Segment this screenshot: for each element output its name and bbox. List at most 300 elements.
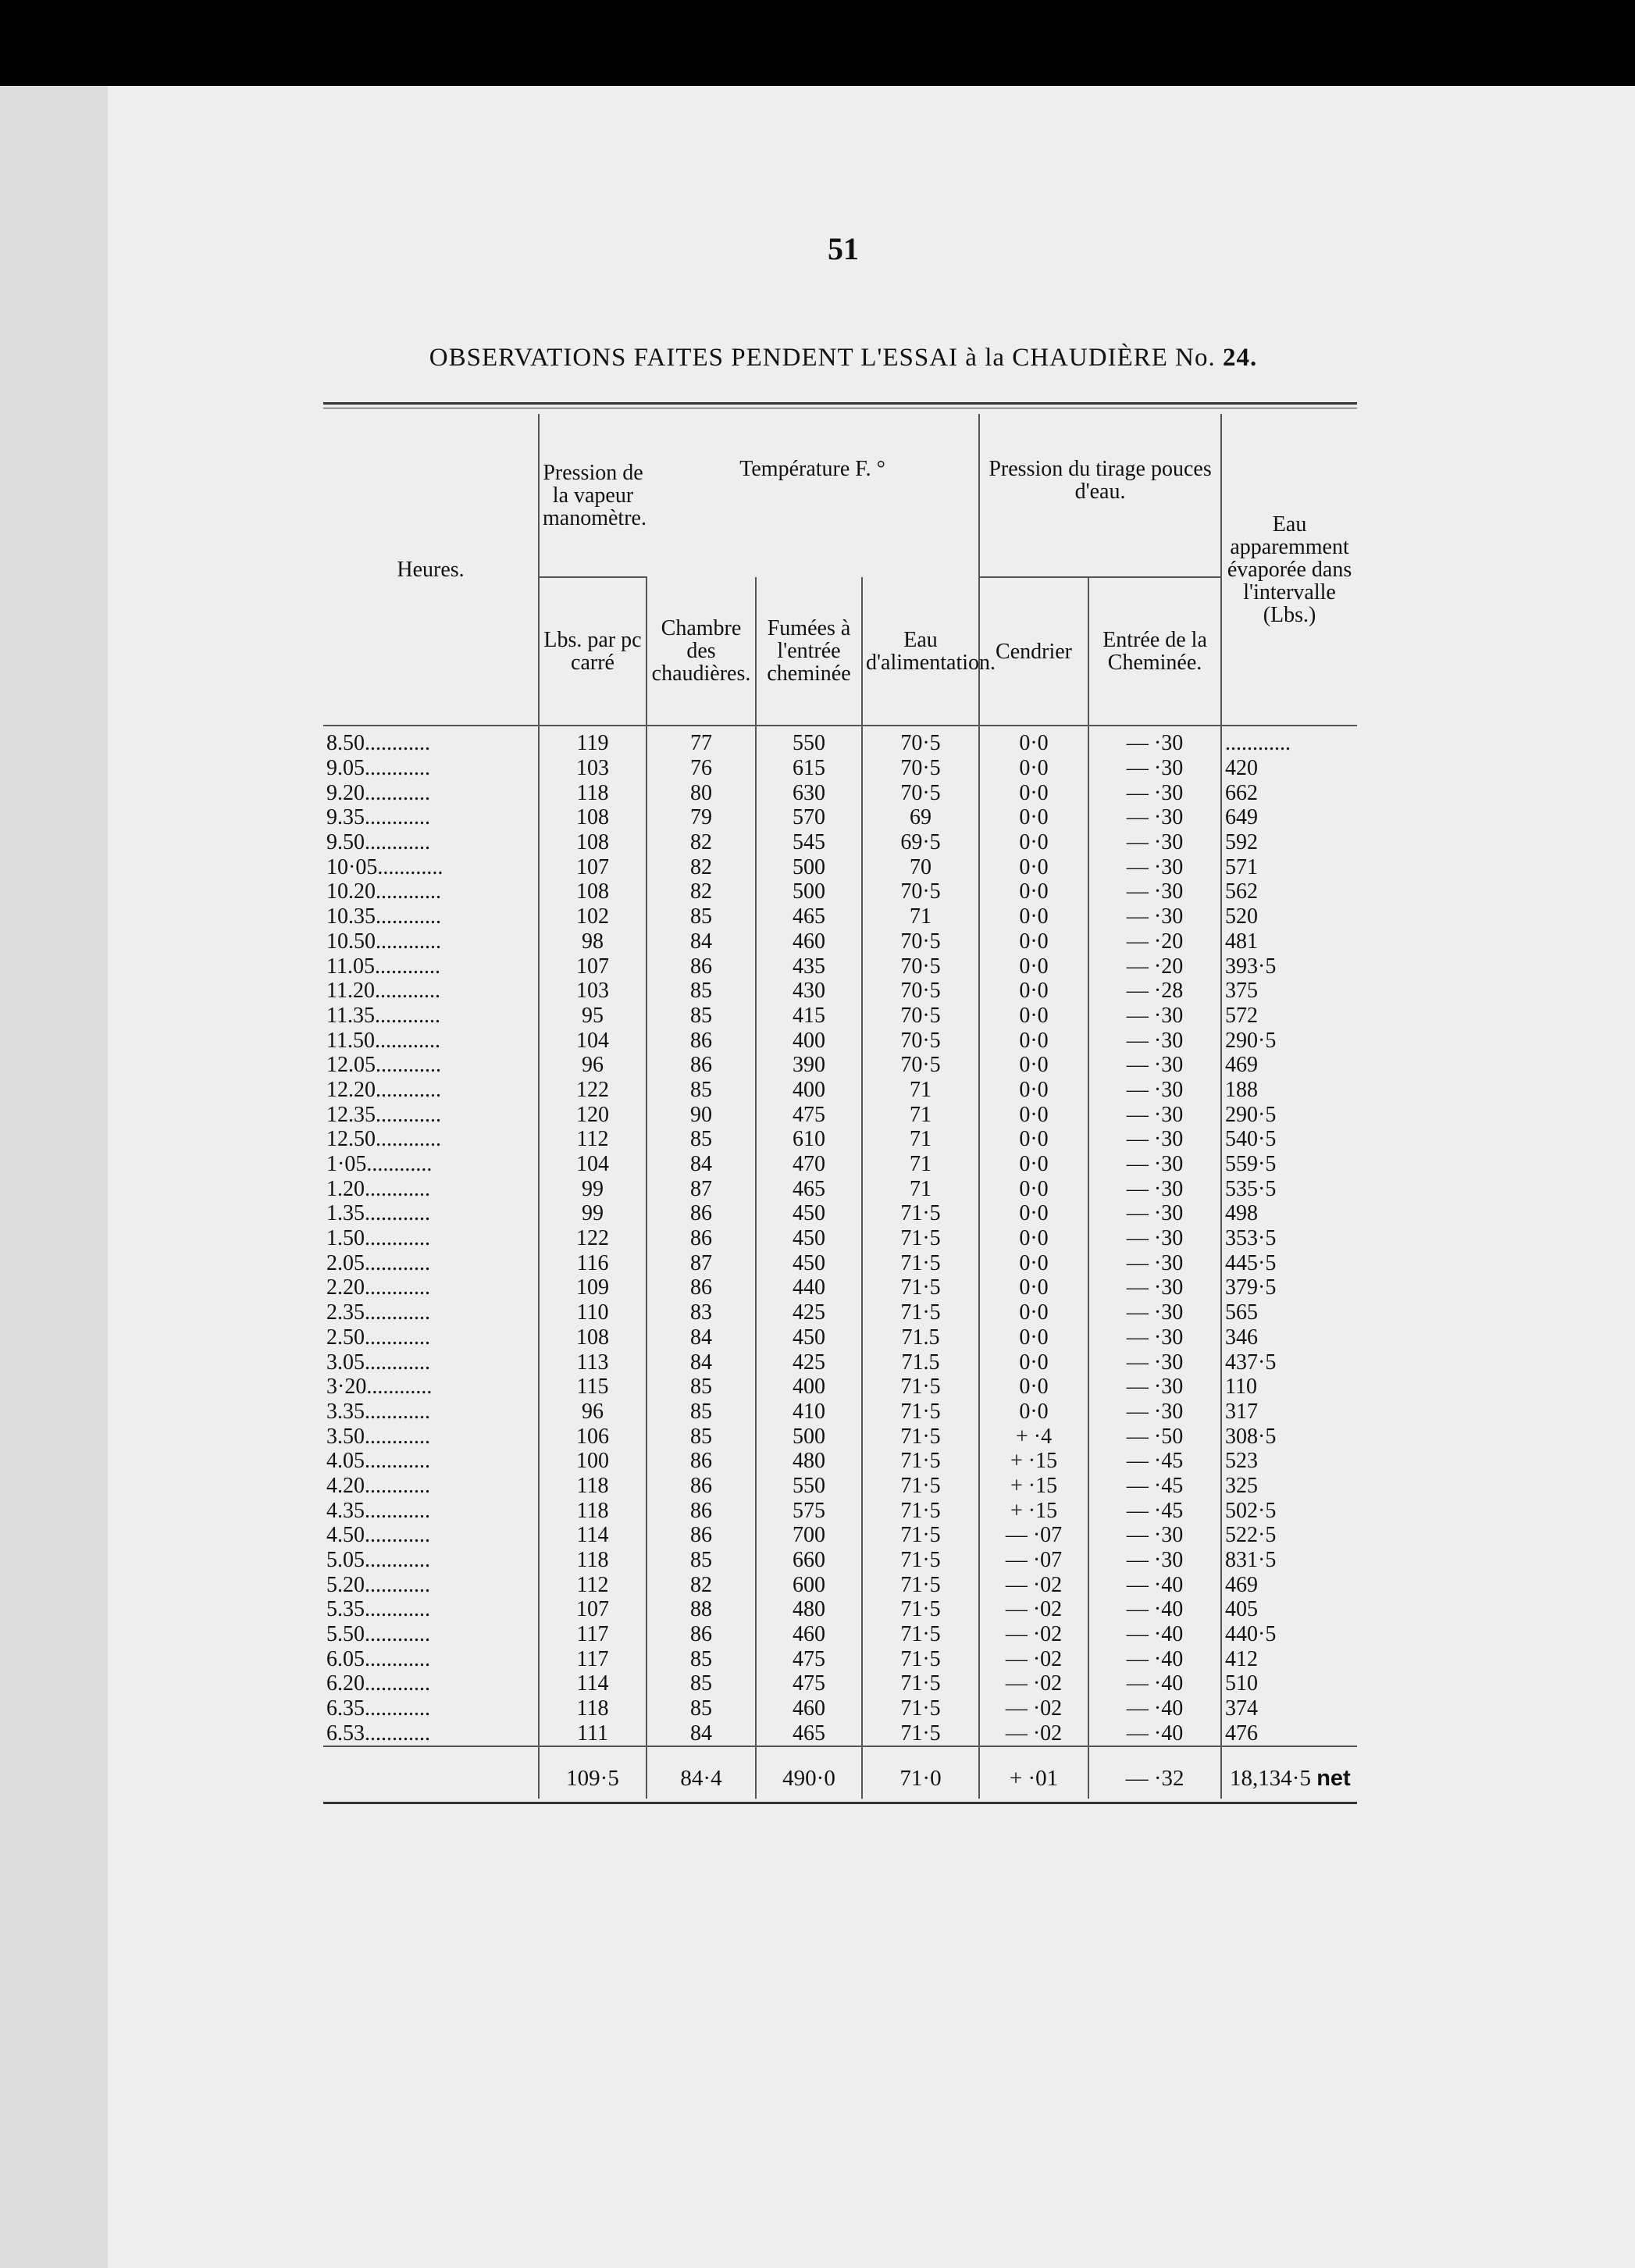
cell-eau: 71·5 [862, 1250, 979, 1275]
header-entree-cheminee: Entrée de la Cheminée. [1088, 577, 1221, 726]
cell-entree: — ·45 [1088, 1449, 1221, 1474]
cell-fumees: 700 [756, 1523, 862, 1548]
leader-dots: ............ [365, 731, 430, 756]
cell-evap: 346 [1221, 1325, 1357, 1350]
leader-dots: ............ [365, 1696, 430, 1721]
heure-value: 9.35 [326, 805, 365, 830]
cell-pression: 117 [539, 1646, 647, 1671]
cell-chambre: 83 [647, 1300, 756, 1325]
cell-evap: 831·5 [1221, 1548, 1357, 1573]
cell-cendrier: 0·0 [979, 780, 1088, 805]
cell-heure [323, 1572, 539, 1597]
heure-value: 6.35 [326, 1696, 365, 1721]
heure-value: 12.50 [326, 1127, 376, 1152]
table-row [323, 1622, 1357, 1647]
cell-fumees: 400 [756, 1375, 862, 1400]
cell-pression: 108 [539, 805, 647, 830]
cell-eau: 71·5 [862, 1300, 979, 1325]
table-row [323, 1646, 1357, 1671]
cell-heure [323, 726, 539, 756]
cell-entree: — ·30 [1088, 1350, 1221, 1375]
cell-cendrier: 0·0 [979, 726, 1088, 756]
cell-evap: 562 [1221, 879, 1357, 904]
cell-evap: 559·5 [1221, 1152, 1357, 1177]
leader-dots: ............ [376, 1053, 441, 1078]
cell-heure [323, 1498, 539, 1523]
heure-value: 12.35 [326, 1102, 376, 1127]
cell-pression: 108 [539, 1325, 647, 1350]
cell-pression: 108 [539, 879, 647, 904]
cell-eau: 71·5 [862, 1400, 979, 1425]
cell-evap: 405 [1221, 1597, 1357, 1622]
cell-heure [323, 1646, 539, 1671]
cell-fumees: 465 [756, 1721, 862, 1747]
cell-chambre: 82 [647, 1572, 756, 1597]
table-row [323, 1300, 1357, 1325]
cell-evap: 523 [1221, 1449, 1357, 1474]
table-row [323, 1176, 1357, 1201]
cell-cendrier: — ·02 [979, 1646, 1088, 1671]
cell-cendrier: 0·0 [979, 1226, 1088, 1251]
header-lbs: Lbs. par pc carré [539, 577, 647, 726]
cell-cendrier: 0·0 [979, 1201, 1088, 1226]
cell-evap: 520 [1221, 904, 1357, 929]
cell-entree: — ·30 [1088, 1053, 1221, 1078]
cell-evap: 353·5 [1221, 1226, 1357, 1251]
leader-dots: ............ [365, 805, 430, 830]
cell-eau: 70 [862, 854, 979, 879]
cell-entree: — ·40 [1088, 1696, 1221, 1721]
cell-heure [323, 1350, 539, 1375]
cell-entree: — ·40 [1088, 1721, 1221, 1747]
cell-pression: 104 [539, 1152, 647, 1177]
cell-fumees: 470 [756, 1152, 862, 1177]
cell-evap: 469 [1221, 1053, 1357, 1078]
cell-fumees: 400 [756, 1078, 862, 1103]
cell-heure [323, 1597, 539, 1622]
cell-pression: 114 [539, 1523, 647, 1548]
cell-eau: 71·5 [862, 1275, 979, 1300]
table-row [323, 1721, 1357, 1747]
cell-eau: 71·5 [862, 1424, 979, 1449]
cell-eau: 70·5 [862, 726, 979, 756]
header-heures: Heures. [323, 414, 539, 726]
heure-value: 5.05 [326, 1548, 365, 1573]
cell-cendrier: 0·0 [979, 1004, 1088, 1029]
heure-value: 6.20 [326, 1671, 365, 1696]
cell-chambre: 85 [647, 1375, 756, 1400]
table-row [323, 1226, 1357, 1251]
heure-value: 1.50 [326, 1226, 365, 1251]
table-row [323, 1400, 1357, 1425]
cell-cendrier: — ·02 [979, 1671, 1088, 1696]
cell-evap: 325 [1221, 1474, 1357, 1499]
cell-evap: 571 [1221, 854, 1357, 879]
cell-fumees: 660 [756, 1548, 862, 1573]
cell-fumees: 450 [756, 1325, 862, 1350]
heure-value: 1.20 [326, 1176, 365, 1201]
cell-heure [323, 1449, 539, 1474]
table-row [323, 756, 1357, 781]
cell-pression: 115 [539, 1375, 647, 1400]
cell-heure [323, 854, 539, 879]
cell-eau: 70·5 [862, 756, 979, 781]
cell-evap: 188 [1221, 1078, 1357, 1103]
cell-heure [323, 954, 539, 979]
totals-label [323, 1746, 539, 1799]
cell-chambre: 85 [647, 1548, 756, 1573]
cell-heure [323, 1053, 539, 1078]
cell-chambre: 85 [647, 1424, 756, 1449]
cell-cendrier: — ·02 [979, 1721, 1088, 1747]
heure-value: 11.50 [326, 1028, 375, 1053]
cell-cendrier: + ·15 [979, 1449, 1088, 1474]
leader-dots: ............ [365, 1250, 430, 1275]
cell-chambre: 85 [647, 1400, 756, 1425]
cell-pression: 107 [539, 1597, 647, 1622]
leader-dots: ............ [365, 1226, 430, 1251]
cell-pression: 108 [539, 830, 647, 855]
cell-heure [323, 1028, 539, 1053]
cell-entree: — ·30 [1088, 1004, 1221, 1029]
cell-entree: — ·20 [1088, 954, 1221, 979]
heure-value: 10.35 [326, 904, 376, 929]
cell-eau: 69 [862, 805, 979, 830]
table-row [323, 1078, 1357, 1103]
cell-eau: 71·5 [862, 1523, 979, 1548]
leader-dots: ............ [365, 1498, 430, 1523]
heure-value: 10·05 [326, 854, 378, 879]
cell-entree: — ·45 [1088, 1474, 1221, 1499]
cell-heure [323, 1721, 539, 1747]
cell-eau: 71 [862, 1152, 979, 1177]
cell-eau: 71 [862, 904, 979, 929]
cell-eau: 71·5 [862, 1572, 979, 1597]
table-row [323, 1028, 1357, 1053]
cell-chambre: 82 [647, 854, 756, 879]
cell-chambre: 84 [647, 1152, 756, 1177]
heure-value: 6.53 [326, 1721, 365, 1746]
cell-fumees: 475 [756, 1102, 862, 1127]
table-row [323, 1325, 1357, 1350]
table-row [323, 1102, 1357, 1127]
cell-heure [323, 1004, 539, 1029]
cell-chambre: 86 [647, 1053, 756, 1078]
cell-evap: 510 [1221, 1671, 1357, 1696]
cell-cendrier: 0·0 [979, 1275, 1088, 1300]
cell-eau: 71·5 [862, 1721, 979, 1747]
cell-cendrier: — ·02 [979, 1696, 1088, 1721]
cell-fumees: 450 [756, 1226, 862, 1251]
table-body [323, 726, 1357, 1746]
table-row [323, 954, 1357, 979]
leader-dots: ............ [376, 1077, 441, 1102]
leader-dots: ............ [376, 1127, 441, 1152]
cell-heure [323, 1078, 539, 1103]
table-row [323, 1597, 1357, 1622]
leader-dots: ............ [365, 756, 430, 781]
table-row [323, 1572, 1357, 1597]
cell-evap: 379·5 [1221, 1275, 1357, 1300]
cell-evap: 445·5 [1221, 1250, 1357, 1275]
leader-dots: ............ [365, 1424, 430, 1449]
cell-chambre: 85 [647, 1078, 756, 1103]
leader-dots: ............ [376, 1102, 441, 1127]
heure-value: 2.50 [326, 1325, 365, 1350]
page-number: 51 [828, 231, 859, 266]
cell-cendrier: + ·15 [979, 1498, 1088, 1523]
cell-entree: — ·30 [1088, 830, 1221, 855]
cell-pression: 118 [539, 1548, 647, 1573]
cell-entree: — ·30 [1088, 1300, 1221, 1325]
cell-heure [323, 1226, 539, 1251]
leader-dots: ............ [365, 1399, 430, 1424]
cell-chambre: 84 [647, 1721, 756, 1747]
heure-value: 10.20 [326, 879, 376, 904]
cell-entree: — ·40 [1088, 1622, 1221, 1647]
cell-eau: 70·5 [862, 954, 979, 979]
table-row [323, 1548, 1357, 1573]
leader-dots: ............ [365, 1473, 430, 1498]
page-title [328, 344, 1359, 373]
table-row [323, 854, 1357, 879]
cell-fumees: 600 [756, 1572, 862, 1597]
cell-cendrier: 0·0 [979, 1300, 1088, 1325]
cell-pression: 112 [539, 1127, 647, 1152]
cell-fumees: 450 [756, 1250, 862, 1275]
heure-value: 3.50 [326, 1424, 365, 1449]
cell-cendrier: 0·0 [979, 1127, 1088, 1152]
cell-heure [323, 830, 539, 855]
cell-heure [323, 1275, 539, 1300]
cell-fumees: 475 [756, 1671, 862, 1696]
cell-evap: 374 [1221, 1696, 1357, 1721]
cell-eau: 71·5 [862, 1449, 979, 1474]
cell-cendrier: — ·02 [979, 1597, 1088, 1622]
cell-cendrier: 0·0 [979, 904, 1088, 929]
cell-heure [323, 1375, 539, 1400]
cell-pression: 122 [539, 1078, 647, 1103]
leader-dots: ............ [365, 1325, 430, 1350]
cell-evap: ............ [1221, 726, 1357, 756]
cell-fumees: 390 [756, 1053, 862, 1078]
cell-pression: 109 [539, 1275, 647, 1300]
cell-chambre: 76 [647, 756, 756, 781]
title-number: 24. [1223, 344, 1258, 372]
cell-chambre: 85 [647, 1646, 756, 1671]
cell-pression: 102 [539, 904, 647, 929]
cell-evap: 498 [1221, 1201, 1357, 1226]
cell-pression: 111 [539, 1721, 647, 1747]
cell-chambre: 86 [647, 1449, 756, 1474]
header-fumees: Fumées à l'entrée cheminée [756, 577, 862, 726]
cell-pression: 96 [539, 1053, 647, 1078]
cell-eau: 71·5 [862, 1498, 979, 1523]
cell-chambre: 85 [647, 1004, 756, 1029]
leader-dots: ............ [365, 1721, 430, 1746]
cell-entree: — ·40 [1088, 1572, 1221, 1597]
cell-cendrier: + ·15 [979, 1474, 1088, 1499]
heure-value: 12.20 [326, 1077, 376, 1102]
cell-chambre: 86 [647, 1474, 756, 1499]
cell-entree: — ·40 [1088, 1646, 1221, 1671]
leader-dots: ............ [365, 1350, 430, 1375]
header-eau-evaporee: Eau apparemment évaporée dans l'intervalle (Lbs.) [1221, 414, 1357, 726]
table-row [323, 1671, 1357, 1696]
cell-fumees: 415 [756, 1004, 862, 1029]
cell-chambre: 82 [647, 830, 756, 855]
cell-fumees: 450 [756, 1201, 862, 1226]
title-main: OBSERVATIONS FAITES PENDENT L'ESSAI à la CHAUDIÈRE No. [429, 344, 1216, 372]
cell-pression: 103 [539, 756, 647, 781]
cell-heure [323, 1622, 539, 1647]
cell-evap: 317 [1221, 1400, 1357, 1425]
table-row [323, 879, 1357, 904]
heure-value: 3.05 [326, 1350, 365, 1375]
table-row [323, 1498, 1357, 1523]
table-row [323, 726, 1357, 756]
cell-pression: 119 [539, 726, 647, 756]
totals-row [323, 1746, 1357, 1799]
cell-entree: — ·30 [1088, 1226, 1221, 1251]
heure-value: 4.05 [326, 1449, 365, 1474]
heure-value: 4.50 [326, 1523, 365, 1548]
table-row [323, 929, 1357, 954]
cell-entree: — ·30 [1088, 1102, 1221, 1127]
cell-eau: 71 [862, 1176, 979, 1201]
cell-cendrier: 0·0 [979, 1102, 1088, 1127]
bottom-rule [323, 1802, 1357, 1804]
cell-fumees: 500 [756, 854, 862, 879]
cell-cendrier: 0·0 [979, 1250, 1088, 1275]
leader-dots: ............ [365, 1275, 430, 1300]
table-row [323, 1250, 1357, 1275]
cell-heure [323, 780, 539, 805]
cell-cendrier: 0·0 [979, 1176, 1088, 1201]
cell-entree: — ·30 [1088, 1250, 1221, 1275]
cell-evap: 540·5 [1221, 1127, 1357, 1152]
cell-eau: 70·5 [862, 780, 979, 805]
cell-evap: 437·5 [1221, 1350, 1357, 1375]
cell-fumees: 630 [756, 780, 862, 805]
cell-chambre: 86 [647, 1275, 756, 1300]
cell-pression: 118 [539, 1498, 647, 1523]
cell-entree: — ·30 [1088, 1548, 1221, 1573]
cell-evap: 649 [1221, 805, 1357, 830]
observations-table [323, 414, 1357, 1799]
leader-dots: ............ [374, 1028, 440, 1053]
cell-eau: 71·5 [862, 1671, 979, 1696]
cell-pression: 100 [539, 1449, 647, 1474]
total-evap [1221, 1746, 1357, 1799]
cell-heure [323, 1325, 539, 1350]
cell-fumees: 460 [756, 1622, 862, 1647]
cell-eau: 71.5 [862, 1350, 979, 1375]
cell-eau: 70·5 [862, 1053, 979, 1078]
cell-eau: 71 [862, 1078, 979, 1103]
table-row [323, 1053, 1357, 1078]
table-row [323, 1004, 1357, 1029]
cell-evap: 375 [1221, 979, 1357, 1004]
cell-evap: 420 [1221, 756, 1357, 781]
heure-value: 9.20 [326, 780, 365, 805]
cell-pression: 118 [539, 1474, 647, 1499]
cell-eau: 71·5 [862, 1696, 979, 1721]
cell-entree: — ·30 [1088, 1400, 1221, 1425]
cell-cendrier: 0·0 [979, 979, 1088, 1004]
cell-evap: 572 [1221, 1004, 1357, 1029]
cell-eau: 71·5 [862, 1646, 979, 1671]
cell-evap: 522·5 [1221, 1523, 1357, 1548]
cell-entree: — ·45 [1088, 1498, 1221, 1523]
cell-eau: 71·5 [862, 1375, 979, 1400]
leader-dots: ............ [365, 1449, 430, 1474]
cell-fumees: 460 [756, 929, 862, 954]
table-row [323, 805, 1357, 830]
cell-chambre: 87 [647, 1250, 756, 1275]
cell-cendrier: 0·0 [979, 854, 1088, 879]
cell-eau: 71·5 [862, 1548, 979, 1573]
leader-dots: ............ [365, 1523, 430, 1548]
cell-eau: 71·5 [862, 1226, 979, 1251]
cell-entree: — ·30 [1088, 854, 1221, 879]
cell-pression: 116 [539, 1250, 647, 1275]
total-chambre: 84·4 [647, 1746, 756, 1799]
leader-dots: ............ [365, 1646, 430, 1671]
total-entree: — ·32 [1088, 1746, 1221, 1799]
leader-dots: ............ [365, 1597, 430, 1622]
cell-heure [323, 979, 539, 1004]
cell-chambre: 79 [647, 805, 756, 830]
cell-heure [323, 1300, 539, 1325]
cell-evap: 502·5 [1221, 1498, 1357, 1523]
cell-eau: 71·5 [862, 1597, 979, 1622]
cell-entree: — ·30 [1088, 1127, 1221, 1152]
cell-fumees: 465 [756, 904, 862, 929]
cell-chambre: 84 [647, 929, 756, 954]
cell-cendrier: 0·0 [979, 954, 1088, 979]
top-rule [323, 402, 1357, 405]
cell-entree: — ·30 [1088, 1176, 1221, 1201]
total-eau: 71·0 [862, 1746, 979, 1799]
cell-evap: 290·5 [1221, 1102, 1357, 1127]
leader-dots: ............ [376, 879, 441, 904]
cell-chambre: 86 [647, 1498, 756, 1523]
cell-cendrier: 0·0 [979, 1375, 1088, 1400]
table-row [323, 1449, 1357, 1474]
cell-pression: 122 [539, 1226, 647, 1251]
table-row [323, 830, 1357, 855]
total-cendrier: + ·01 [979, 1746, 1088, 1799]
cell-evap: 662 [1221, 780, 1357, 805]
cell-heure [323, 1523, 539, 1548]
cell-pression: 120 [539, 1102, 647, 1127]
cell-evap: 440·5 [1221, 1622, 1357, 1647]
leader-dots: ............ [365, 1300, 430, 1325]
cell-cendrier: 0·0 [979, 1078, 1088, 1103]
cell-pression: 99 [539, 1201, 647, 1226]
table-row [323, 1127, 1357, 1152]
cell-evap: 592 [1221, 830, 1357, 855]
leader-dots: ............ [365, 1671, 430, 1696]
cell-cendrier: 0·0 [979, 1152, 1088, 1177]
cell-entree: — ·30 [1088, 1275, 1221, 1300]
cell-entree: — ·40 [1088, 1597, 1221, 1622]
table-header [323, 414, 1357, 726]
cell-evap: 308·5 [1221, 1424, 1357, 1449]
cell-pression: 96 [539, 1400, 647, 1425]
cell-entree: — ·28 [1088, 979, 1221, 1004]
